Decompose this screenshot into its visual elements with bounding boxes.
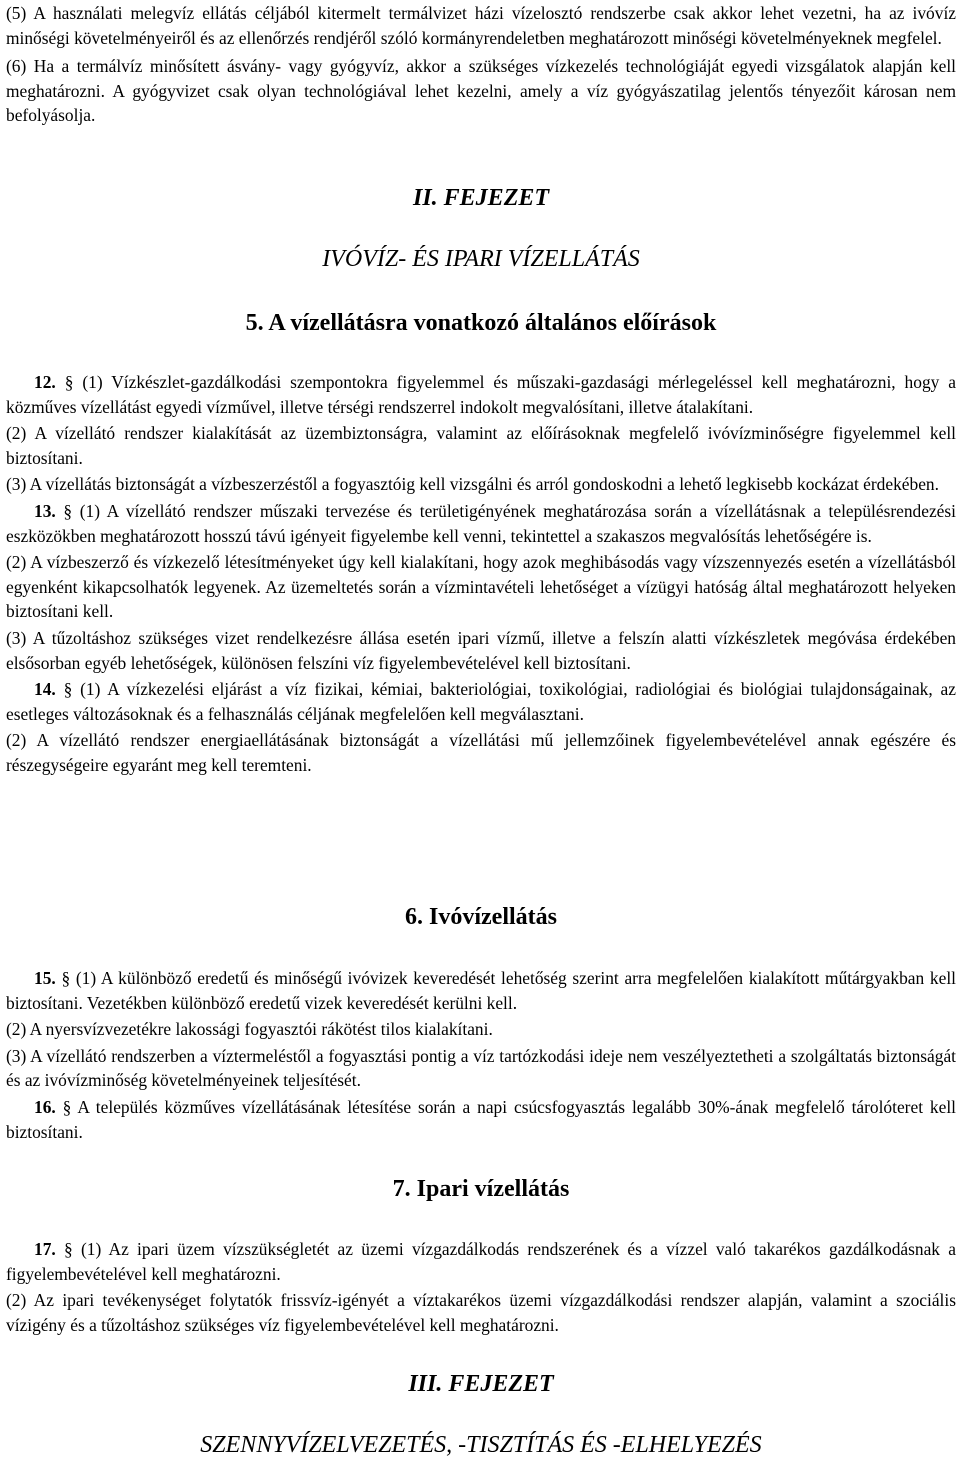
article-12-para-3: (3) A vízellátás biztonságát a vízbeszerzéstől a fogyasztóig kell vizsgálni és arról gondoskodni a lehető legkisebb kockázat érdekében. [6, 474, 939, 495]
section-7-body [6, 1237, 956, 1337]
article-number: 14. [34, 679, 56, 700]
article-13-para-3: (3) A tűzoltáshoz szükséges vizet rendelkezésre állása esetén ipari vízmű, illetve a felszín alatti vízkészletek megóvása érdekében elsősorban egyéb lehetőségek, különösen felszíni víz figyelembevételével kell biztosítani. [6, 627, 956, 673]
article-12-para-2: (2) A vízellátó rendszer kialakítását az üzembiztonságra, valamint az előírásoknak megfelelő ivóvízminőségre figyelemmel kell biztosítani. [6, 423, 956, 468]
article-17-para-2: (2) Az ipari tevékenységet folytatók frissvíz-igényét a víztakarékos üzemi vízgazdálkodási rendszer alapján, valamint a szociális vízigény és a tűzoltáshoz szükséges víz figyelembevételével kell meghatározni. [6, 1290, 956, 1335]
article-14-para-2: (2) A vízellátó rendszer energiaellátásának biztonságát a vízellátási mű jellemzőinek figyelembevételével annak egészére és részegységeire egyaránt meg kell teremteni. [6, 730, 956, 775]
chapter-3-title: SZENNYVÍZELVEZETÉS, -TISZTÍTÁS ÉS -ELHELYEZÉS [200, 1432, 762, 1458]
paragraph-6: (6) Ha a termálvíz minősített ásvány- vagy gyógyvíz, akkor a szükséges vízkezelés technológiáját egyedi vizsgálatok alapján kell meghatározni. A gyógyvizet csak olyan technológiával lehet kezelni, amely a víz gyógyászatilag jelentős tényezőit károsan nem befolyásolja. [6, 56, 956, 126]
article-number: 16. [34, 1096, 56, 1117]
section-sign: § [63, 500, 73, 521]
chapter-3-label: III. FEJEZET [408, 1371, 554, 1397]
article-text: (1) Az ipari üzem vízszükségletét az üzemi vízgazdálkodás rendszerének és a vízzel való takarékos gazdálkodásnak a figyelembevételével kell meghatározni. [6, 1239, 956, 1284]
article-13-para-1 [6, 499, 956, 548]
section-6-body [6, 966, 956, 1144]
article-number: 15. [34, 968, 56, 988]
article-12-para-1 [6, 370, 956, 419]
chapter-label: II. FEJEZET [412, 185, 550, 211]
section-sign: § [63, 679, 73, 700]
section-sign: § [64, 372, 74, 392]
article-text: (1) Vízkészlet-gazdálkodási szempontokra figyelemmel és műszaki-gazdasági mérlegeléssel kell meghatározni, hogy a közműves vízellátást egyedi vízművel, illetve térségi rendszerrel indokolt megvalósítani, illetve átalakítani. [6, 372, 956, 417]
article-text: (1) A különböző eredetű és minőségű ivóvizek keveredését lehetőség szerint arra megfelelően kialakított műtárgyakban kell biztosítani. Vezetékben különböző eredetű vizek keveredését kerülni kell. [6, 968, 956, 1013]
article-text: (1) A vízkezelési eljárást a víz fizikai, kémiai, bakteriológiai, toxikológiai, radiológiai és biológiai tulajdonságainak, az esetleges változásoknak és a felhasználás céljának megfelelően kell megválasztani. [6, 679, 956, 724]
article-15-para-1 [6, 966, 956, 1015]
section-5-body [6, 370, 956, 778]
section-title-5: 5. A vízellátásra vonatkozó általános előírások [245, 310, 717, 336]
section-title-7: 7. Ipari vízellátás [392, 1176, 570, 1202]
article-number: 17. [34, 1239, 56, 1259]
section-sign: § [61, 968, 71, 988]
section-title-6: 6. Ivóvízellátás [405, 904, 557, 930]
article-text: (1) A vízellátó rendszer műszaki tervezése és területigényének meghatározása során a vízellátásnak a településrendezési eszközökben meghatározott hosszú távú igényeit figyelembe kell venni, tekintettel a szakaszos megvalósítás lehetőségére is. [6, 500, 957, 546]
article-number: 12. [34, 372, 56, 392]
section-sign: § [64, 1239, 73, 1259]
article-16-para-1 [6, 1095, 956, 1144]
article-17-para-1 [6, 1237, 956, 1286]
section-sign: § [62, 1096, 72, 1117]
article-number: 13. [34, 500, 56, 521]
article-13-para-2: (2) A vízbeszerző és vízkezelő létesítményeket úgy kell kialakítani, hogy azok meghibásodás vagy vízszennyezés esetén a vízellátásból egyenként kikapcsolhatók legyenek. Az üzemeltetés során a vízmintavételi lehetőséget a vízügyi hatóság által meghatározott helyeken biztosítani kell. [6, 552, 956, 622]
article-14-para-1 [6, 677, 956, 726]
paragraph-block-top [6, 1, 956, 128]
chapter-title: IVÓVÍZ- ÉS IPARI VÍZELLÁTÁS [322, 246, 640, 272]
article-text: A település közműves vízellátásának létesítése során a napi csúcsfogyasztás legalább 30%-ának megfelelő tárolóteret kell biztosítani. [6, 1096, 956, 1142]
article-15-para-3: (3) A vízellátó rendszerben a víztermeléstől a fogyasztási pontig a víz tartózkodási ideje nem veszélyeztetheti a szolgáltatás biztonságát és az ivóvízminőség követelményeinek teljesítését. [6, 1045, 956, 1091]
article-15-para-2: (2) A nyersvízvezetékre lakossági fogyasztói rákötést tilos kialakítani. [6, 1019, 493, 1040]
paragraph-5: (5) A használati melegvíz ellátás céljából kitermelt termálvizet házi vízelosztó rendszerbe csak akkor lehet vezetni, ha az ivóvíz minőségi követelményeiről és az ellenőrzés rendjéről szóló kormányrendeletben meghatározott minőségi követelményeknek megfelel. [6, 3, 956, 48]
